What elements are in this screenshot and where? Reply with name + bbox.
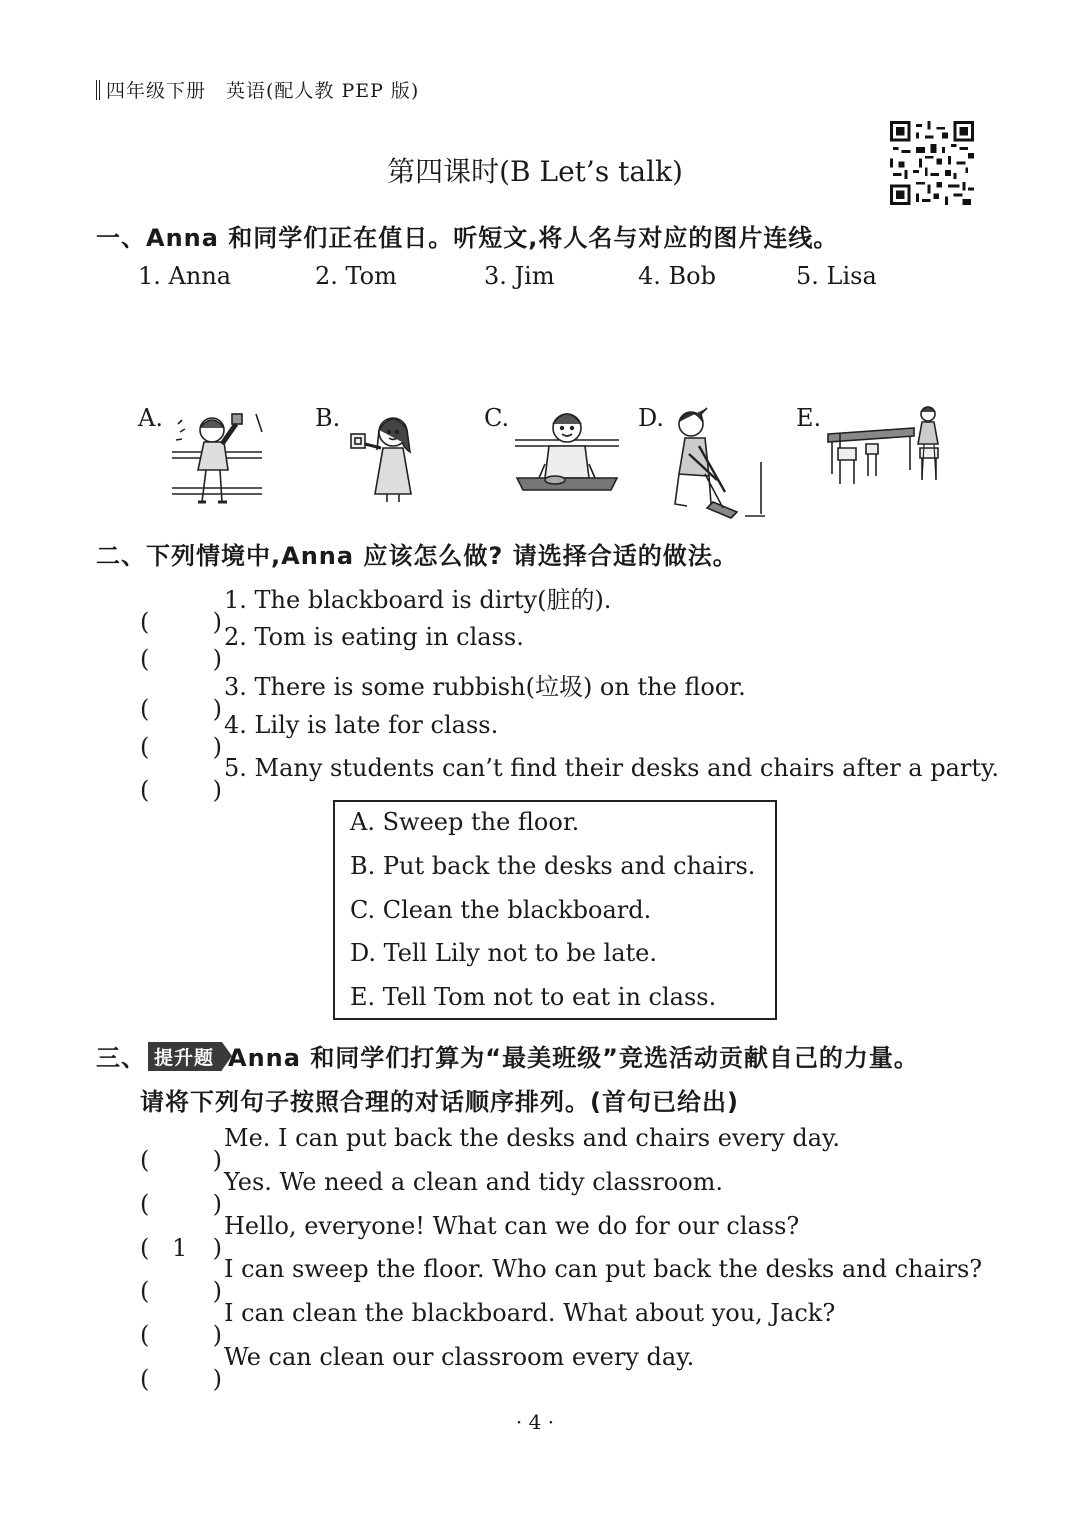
question-text: 4. Lily is late for class. bbox=[224, 711, 499, 739]
picture-label-e: E. bbox=[796, 404, 822, 432]
name-tom: 2. Tom bbox=[315, 262, 397, 290]
running-header bbox=[96, 76, 419, 103]
advanced-tag-badge: 提升题 bbox=[148, 1042, 222, 1071]
dialogue-text: Hello, everyone! What can we do for our class? bbox=[224, 1212, 800, 1240]
section2-question-1: ( ) 1. The blackboard is dirty(脏的). bbox=[140, 586, 612, 636]
dialogue-text: Me. I can put back the desks and chairs every day. bbox=[224, 1124, 841, 1152]
given-order-number: 1 bbox=[172, 1234, 188, 1262]
question-text: 3. There is some rubbish(垃圾) on the floor. bbox=[224, 673, 746, 701]
boy-cleaning-board-illustration bbox=[170, 404, 265, 512]
section2-question-3: ( ) 3. There is some rubbish(垃圾) on the floor. bbox=[140, 673, 746, 723]
boy-wiping-desk-illustration bbox=[515, 404, 619, 496]
picture-label-a: A. bbox=[138, 404, 163, 432]
option-e: E. Tell Tom not to eat in class. bbox=[350, 983, 717, 1011]
name-jim: 3. Jim bbox=[484, 262, 555, 290]
dialogue-text: I can clean the blackboard. What about you, Jack? bbox=[224, 1299, 836, 1327]
dialogue-line-3: ( 1 ) Hello, everyone! What can we do for our class? bbox=[140, 1212, 800, 1262]
running-title: 四年级下册 英语(配人教 PEP 版) bbox=[106, 80, 420, 102]
option-c: C. Clean the blackboard. bbox=[350, 896, 652, 924]
dialogue-line-6: ( ) We can clean our classroom every day. bbox=[140, 1343, 695, 1393]
dialogue-text: We can clean our classroom every day. bbox=[224, 1343, 695, 1371]
name-anna: 1. Anna bbox=[138, 262, 232, 290]
question-text: 2. Tom is eating in class. bbox=[224, 623, 524, 651]
dialogue-text: I can sweep the floor. Who can put back the desks and chairs? bbox=[224, 1255, 983, 1283]
section2-heading: 二、下列情境中,Anna 应该怎么做? 请选择合适的做法。 bbox=[96, 542, 738, 570]
dialogue-line-1: ( ) Me. I can put back the desks and chairs every day. bbox=[140, 1124, 841, 1174]
boy-arranging-desks-illustration bbox=[826, 404, 950, 488]
name-lisa: 5. Lisa bbox=[796, 262, 877, 290]
picture-label-c: C. bbox=[484, 404, 510, 432]
section2-question-2: ( ) 2. Tom is eating in class. bbox=[140, 623, 524, 673]
dialogue-text: Yes. We need a clean and tidy classroom. bbox=[224, 1168, 724, 1196]
picture-label-b: B. bbox=[315, 404, 341, 432]
question-text: 1. The blackboard is dirty(脏的). bbox=[224, 586, 612, 614]
section2-question-5: ( ) 5. Many students can’t find their desks and chairs after a party. bbox=[140, 754, 1000, 804]
option-b: B. Put back the desks and chairs. bbox=[350, 852, 756, 880]
dialogue-line-2: ( ) Yes. We need a clean and tidy classroom. bbox=[140, 1168, 724, 1218]
dialogue-line-4: ( ) I can sweep the floor. Who can put back the desks and chairs? bbox=[140, 1255, 983, 1305]
option-d: D. Tell Lily not to be late. bbox=[350, 939, 658, 967]
dialogue-line-5: ( ) I can clean the blackboard. What about you, Jack? bbox=[140, 1299, 836, 1349]
section3-heading-line2: 请将下列句子按照合理的对话顺序排列。(首句已给出) bbox=[140, 1088, 739, 1116]
girl-switching-light-illustration bbox=[345, 404, 425, 504]
girl-sweeping-illustration bbox=[665, 404, 767, 520]
lesson-title: 第四课时(B Let’s talk) bbox=[387, 155, 683, 188]
question-text: 5. Many students can’t find their desks and chairs after a party. bbox=[224, 754, 1000, 782]
option-a: A. Sweep the floor. bbox=[350, 808, 580, 836]
section1-heading: 一、Anna 和同学们正在值日。听短文,将人名与对应的图片连线。 bbox=[96, 224, 839, 252]
picture-label-d: D. bbox=[638, 404, 665, 432]
section2-question-4: ( ) 4. Lily is late for class. bbox=[140, 711, 499, 761]
header-bar-mark bbox=[96, 80, 100, 100]
name-bob: 4. Bob bbox=[638, 262, 716, 290]
section3-heading: 三、 提升题 Anna 和同学们打算为“最美班级”竞选活动贡献自己的力量。 bbox=[96, 1044, 919, 1072]
page-number: · 4 · bbox=[515, 1410, 555, 1434]
